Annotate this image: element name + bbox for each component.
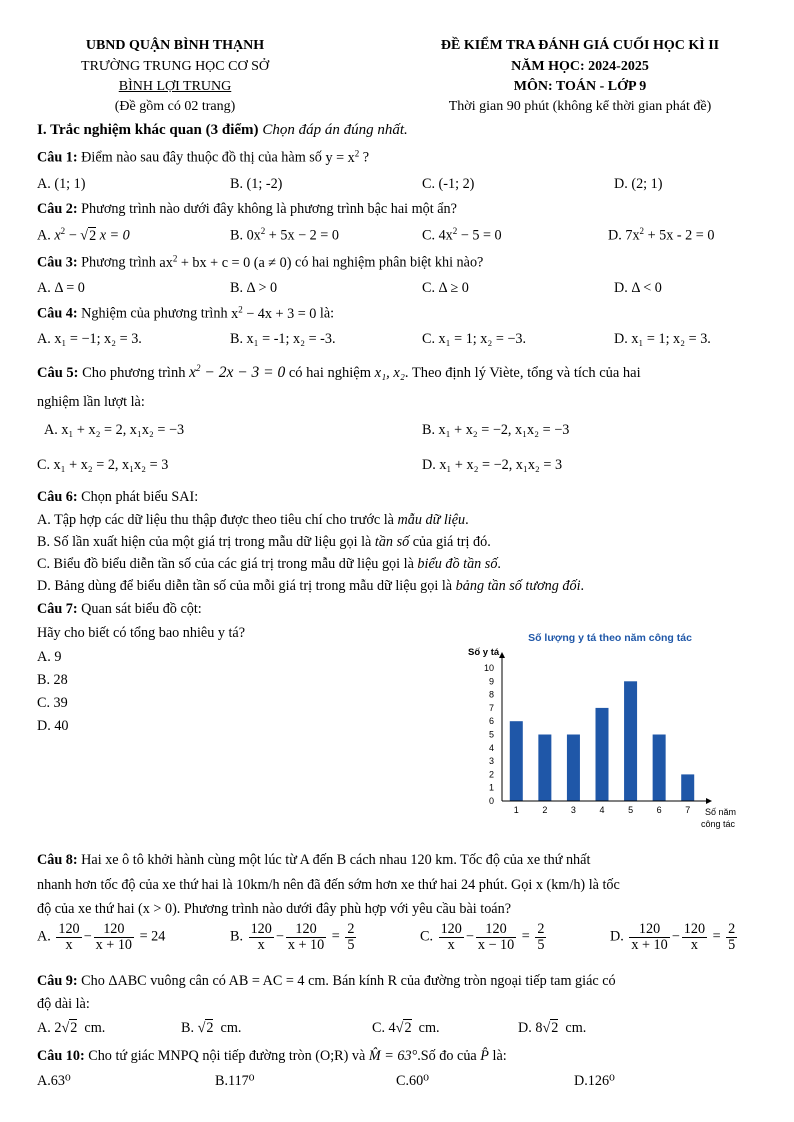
x-axis-label-line1: Số năm <box>705 807 737 817</box>
question-text: Cho phương trình <box>82 365 186 382</box>
question-text: Quan sát biểu đồ cột: <box>81 601 202 617</box>
x-tick-labels <box>514 805 690 815</box>
question-end: có hai nghiệm phân biệt khi nào? <box>295 254 484 271</box>
q3-option-a[interactable]: A. Δ = 0 <box>37 280 85 296</box>
section-heading <box>37 122 408 139</box>
bars <box>510 681 694 801</box>
q2-option-b[interactable]: B. $0x^2 + 5x - 2 = 0$ <box>230 226 339 244</box>
question-4 <box>37 304 334 323</box>
y-tick-label: 0 <box>488 796 494 806</box>
angle-m: M̂ = 63° <box>368 1048 418 1064</box>
question-10 <box>37 1048 507 1065</box>
question-label: Câu 9: <box>37 973 78 989</box>
x-tick-label: 3 <box>570 805 576 815</box>
q2-option-d[interactable]: D. $7x^2 + 5x - 2 = 0$ <box>608 226 715 244</box>
y-tick-label: 1 <box>488 782 494 793</box>
q2-option-c[interactable]: C. $4x^2 - 5 = 0$ <box>422 226 502 244</box>
question-3 <box>37 253 483 272</box>
x-tick-label: 5 <box>628 805 634 815</box>
question-text: Cho tứ giác MNPQ nội tiếp đường tròn (O;R) và <box>88 1048 366 1064</box>
y-axis-label: Số y tá <box>468 647 500 658</box>
q5-option-a[interactable]: A. x₁ + x₂ = 2, x₁x₂ = −3 <box>44 422 185 438</box>
q5-option-c[interactable]: C. x₁ + x₂ = 2, x₁x₂ = 3 <box>37 457 169 473</box>
exam-title: ĐỀ KIỂM TRA ĐÁNH GIÁ CUỐI HỌC KÌ II <box>440 38 720 53</box>
y-tick-label: 5 <box>488 729 494 740</box>
question-mid: .Số đo của <box>417 1048 477 1064</box>
y-tick-label: 2 <box>488 769 494 780</box>
question-text: Nghiệm của phương trình <box>81 305 228 322</box>
x-tick-label: 7 <box>685 805 691 815</box>
y-tick-label: 3 <box>488 756 494 767</box>
bar-6 <box>653 735 666 802</box>
q9-option-d[interactable]: D. 8√2 cm. <box>518 1020 587 1036</box>
x-tick-label: 1 <box>513 805 519 815</box>
question-text: Hai xe ô tô khởi hành cùng một lúc từ A đến B cách nhau 120 km. Tốc độ của xe thứ nhất <box>81 852 591 868</box>
y-tick-label: 6 <box>488 716 494 727</box>
question-label: Câu 8: <box>37 852 78 868</box>
q6-option-a[interactable]: A. Tập hợp các dữ liệu thu thập được theo tiêu chí cho trước là mẫu dữ liệu. <box>37 512 469 528</box>
x-tick-label: 4 <box>599 805 605 815</box>
q7-option-a[interactable]: A. 9 <box>37 649 62 665</box>
formula: $ax^2$ + bx + c = 0 (a ≠ 0) <box>159 253 292 271</box>
x-tick-label: 2 <box>542 805 548 815</box>
x-tick-label: 6 <box>656 805 662 815</box>
bar-1 <box>510 721 523 801</box>
q6-option-b[interactable]: B. Số lần xuất hiện của một giá trị trong mẫu dữ liệu gọi là tần số của giá trị đó. <box>37 534 491 550</box>
q4-option-b[interactable]: B. x₁ = -1; x₂ = -3. <box>230 331 336 347</box>
question-text: Chọn phát biểu SAI: <box>81 489 199 505</box>
question-end: là: <box>492 1048 507 1064</box>
q1-option-d[interactable]: D. (2; 1) <box>614 176 663 192</box>
q7-option-b[interactable]: B. 28 <box>37 672 68 688</box>
question-label: Câu 4: <box>37 305 78 322</box>
q7-option-d[interactable]: D. 40 <box>37 718 69 734</box>
q4-option-a[interactable]: A. x₁ = −1; x₂ = 3. <box>37 331 142 347</box>
question-8-line3: độ của xe thứ hai (x > 0). Phương trình nào dưới đây phù hợp với yêu cầu bài toán? <box>37 901 511 917</box>
y-axis-arrow <box>499 652 505 658</box>
q3-option-b[interactable]: B. Δ > 0 <box>230 280 278 296</box>
question-8-line2: nhanh hơn tốc độ của xe thứ hai là 10km/h nên đã đến sớm hơn xe thứ hai 24 phút. Gọi x (km/h) là tốc <box>37 877 620 893</box>
q4-option-d[interactable]: D. x₁ = 1; x₂ = 3. <box>614 331 711 347</box>
y-tick-labels <box>484 663 494 806</box>
q5-option-b[interactable]: B. x₁ + x₂ = −2, x₁x₂ = −3 <box>422 422 570 438</box>
formula: $x^2 - 2x - 3 = 0$ <box>189 363 286 382</box>
y-tick-label: 10 <box>483 663 494 673</box>
q9-option-a[interactable]: A. 2√2 cm. <box>37 1020 106 1036</box>
angle-p: P̂ <box>480 1048 489 1064</box>
formula: $x^2 - 4x + 3 = 0$ <box>231 304 317 322</box>
question-end: ? <box>362 149 370 166</box>
q5-option-d[interactable]: D. x₁ + x₂ = −2, x₁x₂ = 3 <box>422 457 563 473</box>
question-end: là: <box>319 305 335 322</box>
school-name-line2: BÌNH LỢI TRUNG <box>118 79 232 94</box>
q10-option-b[interactable]: B.117⁰ <box>215 1073 255 1089</box>
q8-option-a[interactable]: A. $\frac{120}{x}$ − $\frac{120}{x + 10}$ = 24 <box>37 921 166 953</box>
q9-option-b[interactable]: B. √2 cm. <box>181 1020 242 1036</box>
q4-option-c[interactable]: C. x₁ = 1; x₂ = −3. <box>422 331 527 347</box>
q1-option-a[interactable]: A. (1; 1) <box>37 176 86 192</box>
question-7-prompt: Hãy cho biết có tổng bao nhiêu y tá? <box>37 625 246 641</box>
q10-option-d[interactable]: D.126⁰ <box>574 1073 615 1089</box>
question-5 <box>37 363 641 382</box>
q2-option-a[interactable]: A. $x^2 - √2$ x = 0 <box>37 226 130 244</box>
y-tick-label: 4 <box>488 742 494 753</box>
question-text: Cho ΔABC vuông cân có AB = AC = 4 cm. Bán kính R của đường tròn ngoại tiếp tam giác có <box>81 973 616 989</box>
question-label: Câu 5: <box>37 365 79 382</box>
roots: x₁, x₂ <box>374 365 405 382</box>
chart-title: Số lượng y tá theo năm công tác <box>528 632 692 644</box>
question-label: Câu 1: <box>37 149 78 166</box>
q1-option-b[interactable]: B. (1; -2) <box>230 176 283 192</box>
q6-option-d[interactable]: D. Bảng dùng để biểu diễn tần số của mỗi giá trị trong mẫu dữ liệu gọi là bảng tần số tương đối. <box>37 578 585 594</box>
section-title: I. Trắc nghiệm khác quan (3 điểm) <box>37 122 259 138</box>
question-mid: có hai nghiệm <box>288 365 372 382</box>
question-5-line2: nghiệm lần lượt là: <box>37 394 145 410</box>
question-text: Phương trình <box>81 254 156 271</box>
question-label: Câu 2: <box>37 201 78 217</box>
question-2 <box>37 201 457 218</box>
section-instruction: Chọn đáp án đúng nhất. <box>262 122 408 138</box>
question-text: Điểm nào sau đây thuộc đồ thị của hàm số <box>81 149 322 166</box>
district-name: UBND QUẬN BÌNH THẠNH <box>85 38 265 53</box>
bar-4 <box>596 708 609 801</box>
q10-option-c[interactable]: C.60⁰ <box>396 1073 429 1089</box>
q7-option-c[interactable]: C. 39 <box>37 695 68 711</box>
y-tick-label: 8 <box>488 689 494 700</box>
question-label: Câu 7: <box>37 601 78 617</box>
time-limit: Thời gian 90 phút (không kể thời gian phát đề) <box>448 99 712 114</box>
school-name-line1: TRƯỜNG TRUNG HỌC CƠ SỞ <box>81 59 269 74</box>
bar-7 <box>681 774 694 801</box>
q8-option-c[interactable]: C. $\frac{120}{x}$ − $\frac{120}{x - 10}$ = $\frac{2}{5}$ <box>420 921 545 953</box>
question-label: Câu 6: <box>37 489 78 505</box>
q9-option-c[interactable]: C. 4√2 cm. <box>372 1020 440 1036</box>
q6-option-c[interactable]: C. Biểu đồ biểu diễn tần số của các giá trị trong mẫu dữ liệu gọi là biểu đồ tần số. <box>37 556 501 572</box>
x-axis-label-line2: công tác <box>701 819 736 829</box>
x-axis-arrow <box>706 798 712 804</box>
question-1 <box>37 148 369 167</box>
q1-option-c[interactable]: C. (-1; 2) <box>422 176 475 192</box>
question-end: . Theo định lý Viète, tổng và tích của hai <box>404 365 641 382</box>
y-tick-label: 7 <box>488 702 494 713</box>
bar-3 <box>567 735 580 802</box>
bar-5 <box>624 681 637 801</box>
q3-option-c[interactable]: C. Δ ≥ 0 <box>422 280 469 296</box>
question-text: Phương trình nào dưới đây không là phương trình bậc hai một ẩn? <box>81 201 457 217</box>
question-8 <box>37 852 590 869</box>
y-tick-label: 9 <box>488 676 494 687</box>
q10-option-a[interactable]: A.63⁰ <box>37 1073 71 1089</box>
page-count-note: (Đề gồm có 02 trang) <box>114 99 236 114</box>
question-6 <box>37 489 198 506</box>
question-9 <box>37 973 616 990</box>
bar-chart <box>450 625 770 845</box>
school-year: NĂM HỌC: 2024-2025 <box>511 59 649 74</box>
question-label: Câu 10: <box>37 1048 85 1064</box>
q8-option-d[interactable]: D. $\frac{120}{x + 10}$ − $\frac{120}{x}$ = $\frac{2}{5}$ <box>610 921 736 953</box>
subject: MÔN: TOÁN - LỚP 9 <box>513 79 647 94</box>
question-9-line2: độ dài là: <box>37 996 90 1012</box>
question-7 <box>37 601 202 618</box>
bar-2 <box>538 735 551 802</box>
q3-option-d[interactable]: D. Δ < 0 <box>614 280 662 296</box>
question-label: Câu 3: <box>37 254 78 271</box>
formula: $y = x^2$ <box>325 148 360 166</box>
q8-option-b[interactable]: B. $\frac{120}{x}$ − $\frac{120}{x + 10}$ = $\frac{2}{5}$ <box>230 921 355 953</box>
